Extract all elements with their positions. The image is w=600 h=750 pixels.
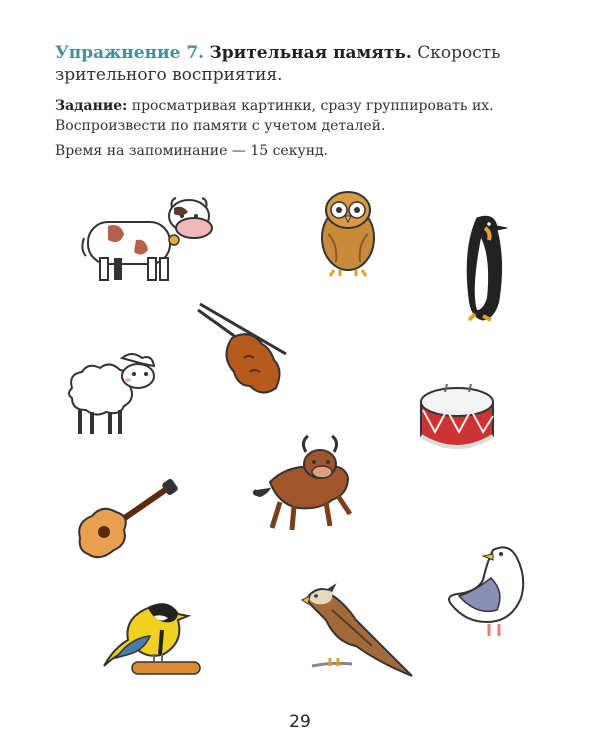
exercise-heading xyxy=(55,42,565,86)
drum-picture xyxy=(415,380,500,460)
owl-picture xyxy=(312,186,387,278)
task-text: просматривая картинки, сразу группировать их. Воспроизвести по памяти с учетом деталей. xyxy=(55,98,494,134)
page-number: 29 xyxy=(289,712,311,732)
exercise-title: Зрительная память. xyxy=(209,43,412,63)
guitar-picture xyxy=(72,478,182,568)
time-limit-text: Время на запоминание — 15 секунд. xyxy=(55,143,329,159)
task-label: Задание: xyxy=(55,98,128,114)
seagull-picture xyxy=(445,540,535,640)
task-paragraph xyxy=(55,96,565,136)
sheep-picture xyxy=(62,350,162,440)
exercise-label: Упражнение 7. xyxy=(55,43,205,63)
eagle-picture xyxy=(296,580,416,685)
cow-picture xyxy=(78,190,223,285)
exercise-subtitle: Скорость зрительного восприятия. xyxy=(55,43,501,85)
penguin-picture xyxy=(455,210,510,325)
titmouse-picture xyxy=(98,596,203,684)
violin-picture xyxy=(192,300,297,400)
bull-picture xyxy=(250,430,365,535)
